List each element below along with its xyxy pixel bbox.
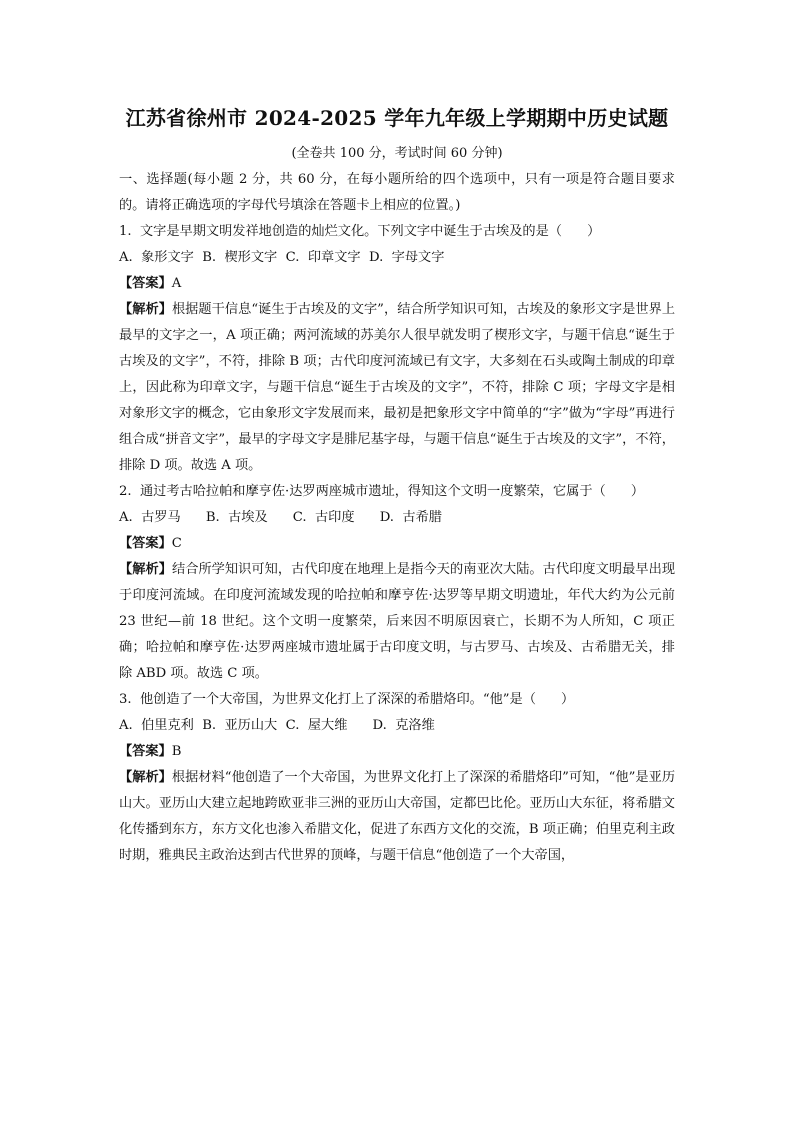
- analysis-text: 根据题干信息“诞生于古埃及的文字”，结合所学知识可知，古埃及的象形文字是世界上最早的文字之一，A 项正确；两河流域的苏美尔人很早就发明了楔形文字，与题干信息“诞生于古埃及的文字”，不符，排除 B 项；古代印度河流域已有文字，大多刻在石头或陶土制成的印章上，因此称为印章文字，与题干信息“诞生于古埃及的文字”，不符，排除 C 项；字母文字是相对象形文字的概念，它由象形文字发展而来，最初是把象形文字中简单的“字”做为“字母”再进行组合成“拼音文字”，最早的字母文字是腓尼基字母，与题干信息“诞生于古埃及的文字”，不符，排除 D 项。故选 A 项。: [119, 302, 676, 473]
- exam-title: 江苏省徐州市 2024-2025 学年九年级上学期期中历史试题: [125, 106, 669, 130]
- question-3-analysis: [119, 765, 675, 869]
- question-2-options: A. 古罗马 B. 古埃及 C. 古印度 D. 古希腊: [119, 510, 442, 525]
- analysis-text: 根据材料“他创造了一个大帝国，为世界文化打上了深深的希腊烙印”可知，“他”是亚历山大。亚历山大建立起地跨欧亚非三洲的亚历山大帝国，定都巴比伦。亚历山大东征，将希腊文化传播到东方，东方文化也渗入希腊文化，促进了东西方文化的交流，B 项正确；伯里克利主政时期，雅典民主政治达到古代世界的顶峰，与题干信息“他创造了一个大帝国，: [119, 770, 676, 863]
- question-1-options: A. 象形文字 B. 楔形文字 C. 印章文字 D. 字母文字: [119, 250, 445, 265]
- question-3-answer: [119, 739, 675, 765]
- question-1-stem: 1. 文字是早期文明发祥地创造的灿烂文化。下列文字中诞生于古埃及的是（ ）: [119, 224, 601, 239]
- exam-subtitle: (全卷共 100 分，考试时间 60 分钟): [291, 146, 503, 161]
- question-1-answer: [119, 271, 675, 297]
- page-content: [119, 104, 675, 869]
- question-3-options: A. 伯里克利 B. 亚历山大 C. 屋大维 D. 克洛维: [119, 718, 435, 733]
- analysis-tag: 【解析】: [119, 770, 172, 785]
- analysis-text: 结合所学知识可知，古代印度在地理上是指今天的南亚次大陆。古代印度文明最早出现于印度河流域。在印度河流域发现的哈拉帕和摩亨佐·达罗等早期文明遗址，年代大约为公元前 23 世纪—前 18 世纪。这个文明一度繁荣，后来因不明原因衰亡，长期不为人所知，C 项正确；哈拉帕和摩亨佐·达罗两座城市遗址属于古印度文明，与古罗马、古埃及、古希腊无关，排除 ABD 项。故选 C 项。: [119, 562, 676, 681]
- answer-value: A: [171, 276, 182, 291]
- question-2-analysis: [119, 557, 675, 687]
- question-2-answer: [119, 531, 675, 557]
- question-2-stem: 2. 通过考古哈拉帕和摩亨佐·达罗两座城市遗址，得知这个文明一度繁荣，它属于（ ）: [119, 484, 645, 499]
- answer-tag: 【答案】: [119, 276, 172, 291]
- answer-value: C: [171, 536, 182, 551]
- question-1-analysis: [119, 297, 675, 479]
- answer-tag: 【答案】: [119, 536, 172, 551]
- analysis-tag: 【解析】: [119, 562, 172, 577]
- analysis-tag: 【解析】: [119, 302, 172, 317]
- answer-value: B: [171, 744, 182, 759]
- section-intro: 一、选择题(每小题 2 分，共 60 分，在每小题所给的四个选项中，只有一项是符合题目要求的。请将正确选项的字母代号填涂在答题卡上相应的位置。): [119, 172, 675, 213]
- question-3-stem: 3. 他创造了一个大帝国，为世界文化打上了深深的希腊烙印。“他”是（ ）: [119, 692, 575, 707]
- answer-tag: 【答案】: [119, 744, 172, 759]
